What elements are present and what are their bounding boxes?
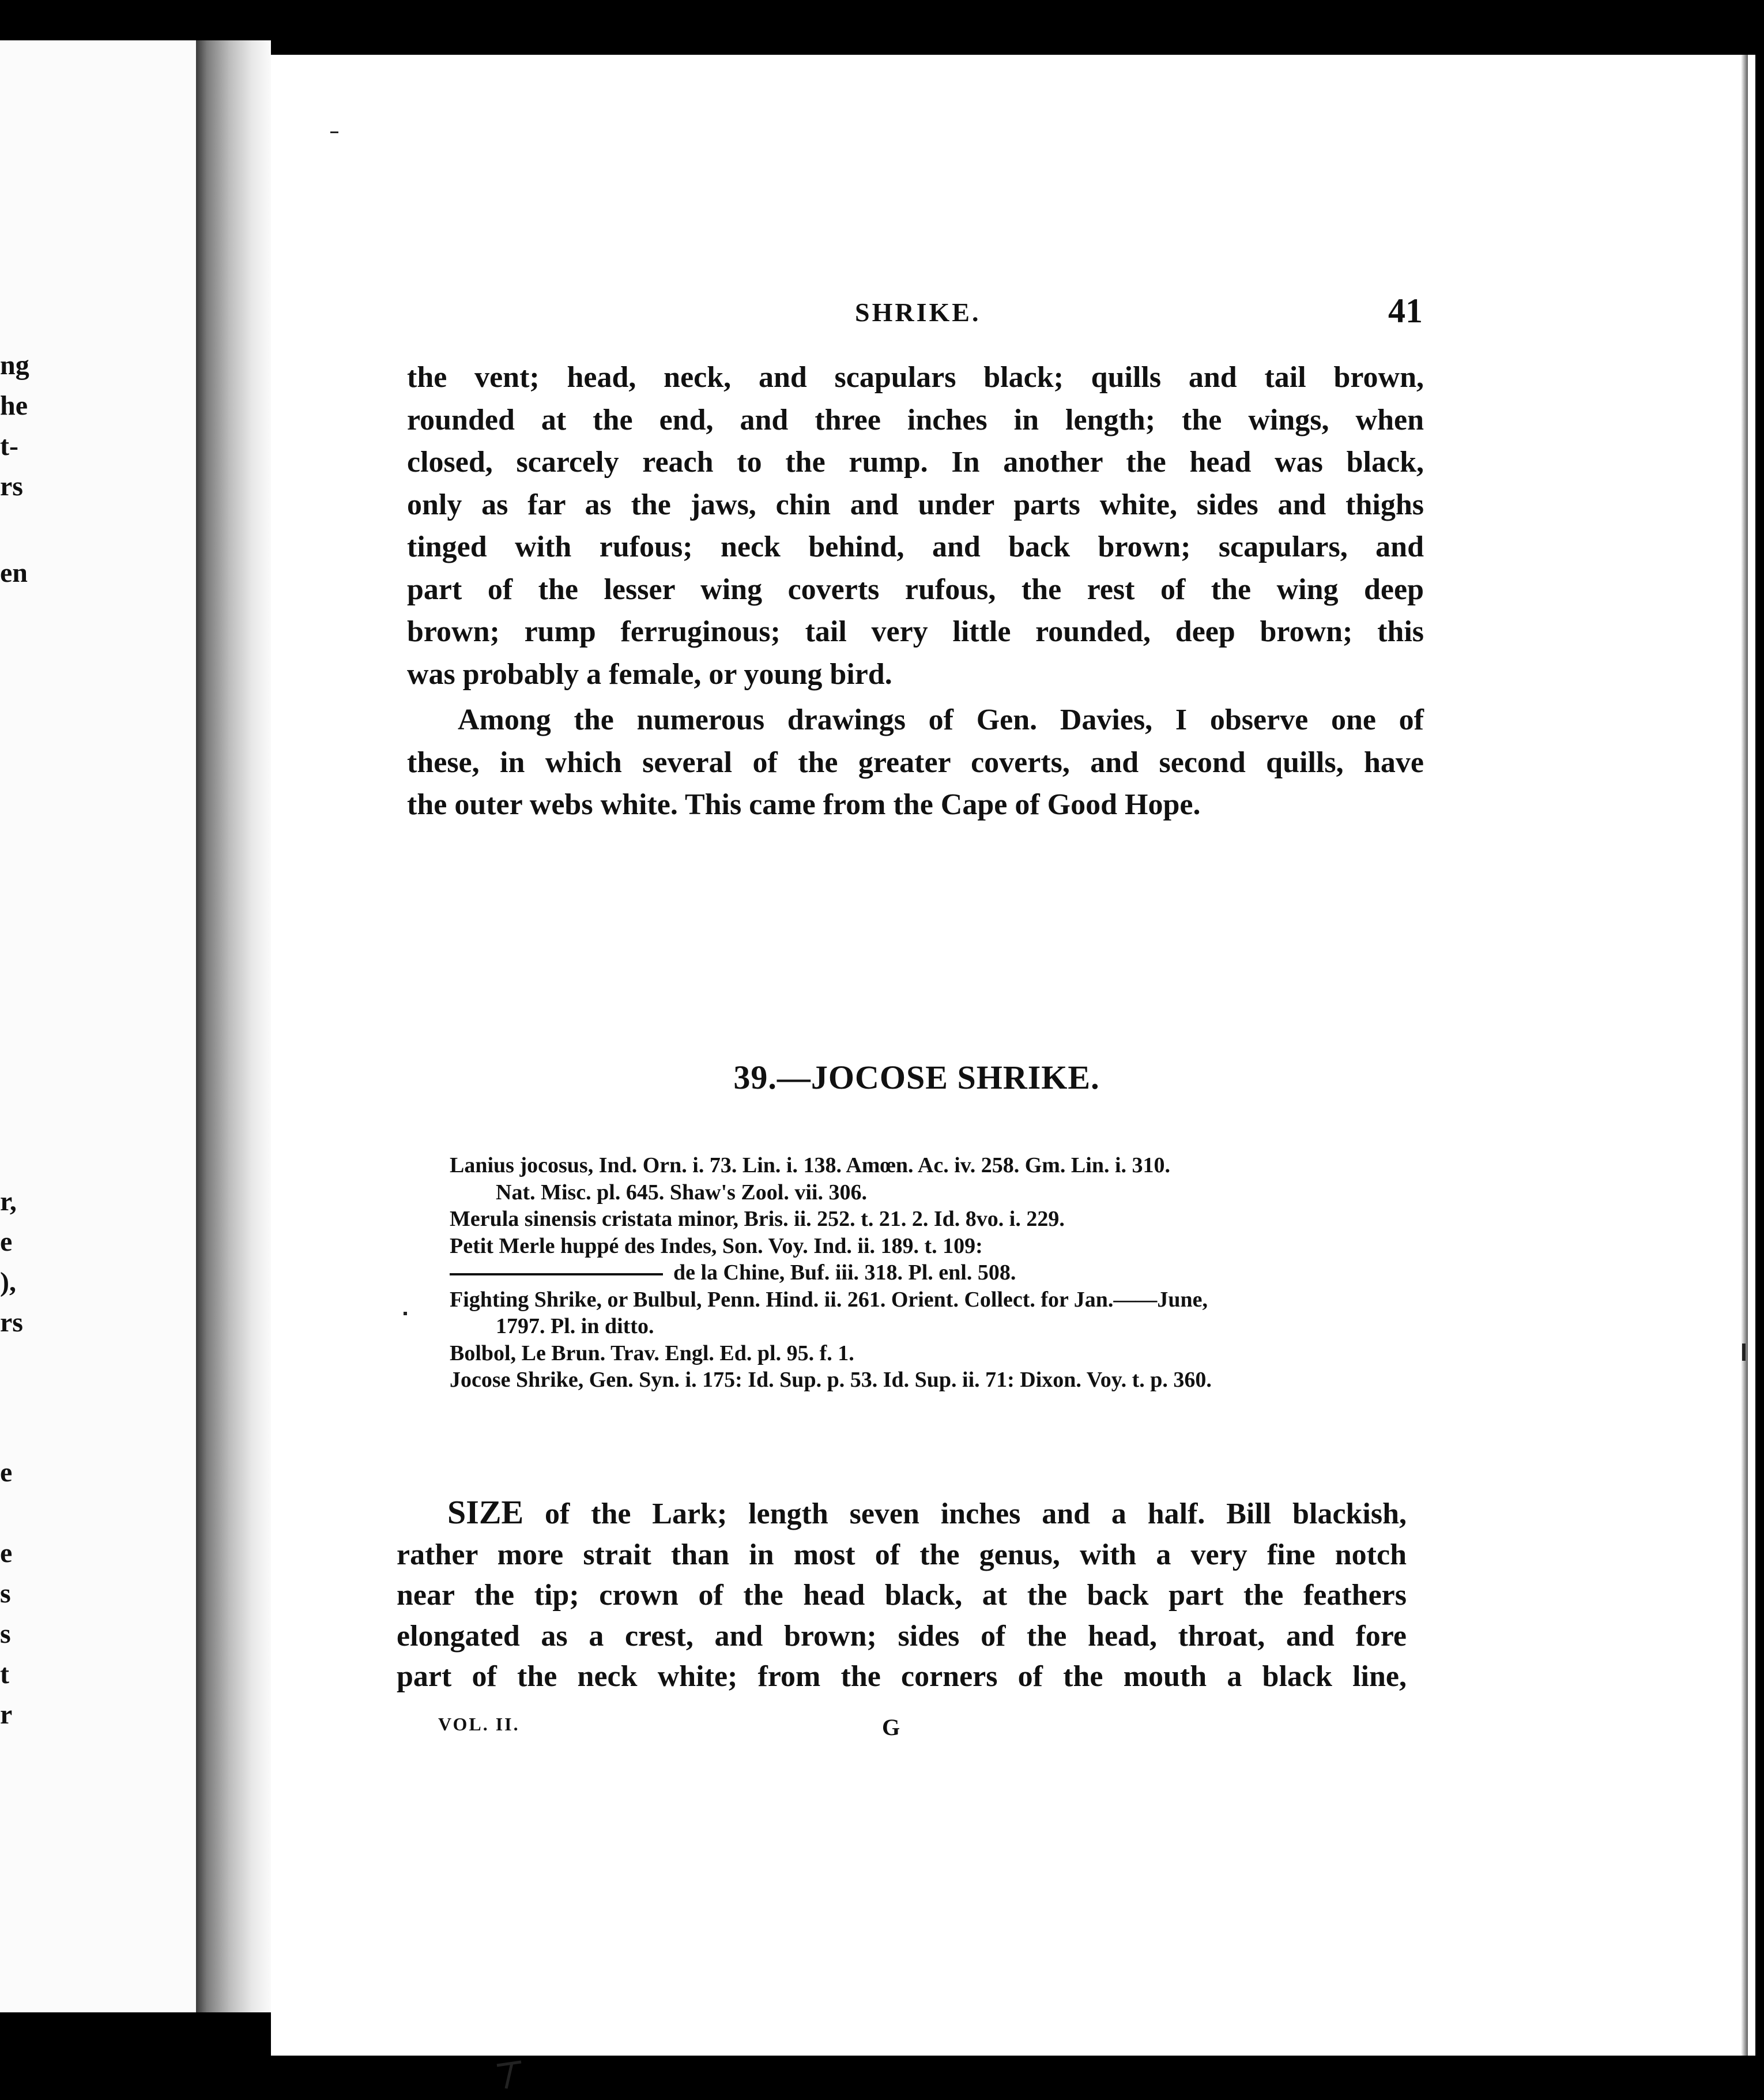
text-line-rest: of the Lark; length seven inches and a half. Bill blackish, <box>545 1497 1407 1530</box>
volume-mark: VOL. II. <box>438 1714 520 1734</box>
signature-letter: G <box>882 1714 900 1740</box>
left-fragment: t- <box>0 431 18 461</box>
synonym-continuation: 1797. Pl. in ditto. <box>496 1314 654 1338</box>
left-fragment: e <box>0 1457 13 1488</box>
description-paragraph <box>397 1492 1407 1698</box>
text-line: tinged with rufous; neck behind, and back brown; scapulars, and <box>407 530 1424 563</box>
left-fragment: rs <box>0 471 23 502</box>
text-line: near the tip; crown of the head black, at the back part the feathers <box>397 1579 1407 1612</box>
text-line: closed, scarcely reach to the rump. In another the head was black, <box>407 446 1424 479</box>
left-fragment: s <box>0 1619 11 1649</box>
text-line: part of the lesser wing coverts rufous, the rest of the wing deep <box>407 573 1424 606</box>
scan-speck <box>404 1312 407 1315</box>
text-line: elongated as a crest, and brown; sides of the head, throat, and fore <box>397 1619 1407 1653</box>
text-line: these, in which several of the greater coverts, and second quills, have <box>407 746 1424 779</box>
synonym-entry: Lanius jocosus, Ind. Orn. i. 73. Lin. i. 138. Amœn. Ac. iv. 258. Gm. Lin. i. 310. <box>450 1153 1171 1177</box>
synonymy-list <box>450 1152 1401 1394</box>
synonym-continuation: Nat. Misc. pl. 645. Shaw's Zool. vii. 306. <box>496 1180 867 1205</box>
text-line: the outer webs white. This came from the Cape of Good Hope. <box>407 788 1201 821</box>
synonym-entry: Petit Merle huppé des Indes, Son. Voy. Ind. ii. 189. t. 109: <box>450 1233 983 1258</box>
left-fragment: en <box>0 558 28 588</box>
left-fragment: e <box>0 1226 13 1257</box>
left-fragment: s <box>0 1578 11 1609</box>
text-line: Among the numerous drawings of Gen. Davies, I observe one of <box>458 703 1424 736</box>
lead-word: SIZE <box>447 1493 524 1531</box>
text-line: rather more strait than in most of the genus, with a very fine notch <box>397 1538 1407 1571</box>
page-number: 41 <box>1388 292 1423 330</box>
left-fragment: ), <box>0 1267 16 1297</box>
section-heading: 39.—JOCOSE SHRIKE. <box>733 1059 1100 1096</box>
text-line: brown; rump ferruginous; tail very little rounded, deep brown; this <box>407 615 1424 648</box>
continuation-paragraph <box>407 356 1424 695</box>
text-line <box>397 1492 1407 1535</box>
book-page <box>271 55 1755 2056</box>
left-fragment: e <box>0 1538 13 1568</box>
synonym-entry: Merula sinensis cristata minor, Bris. ii. 252. t. 21. 2. Id. 8vo. i. 229. <box>450 1207 1065 1231</box>
synonym-entry: Jocose Shrike, Gen. Syn. i. 175: Id. Sup. p. 53. Id. Sup. ii. 71: Dixon. Voy. t. p. 360. <box>450 1368 1212 1392</box>
left-fragment: rs <box>0 1307 23 1338</box>
synonym-entry: Fighting Shrike, or Bulbul, Penn. Hind. ii. 261. Orient. Collect. for Jan.——June, <box>450 1287 1208 1312</box>
scan-speck <box>330 131 338 133</box>
running-head: SHRIKE. <box>855 298 981 327</box>
page-edge-shadow <box>1741 55 1748 2056</box>
synonym-entry: Bolbol, Le Brun. Trav. Engl. Ed. pl. 95. f. 1. <box>450 1341 854 1365</box>
text-line: the vent; head, neck, and scapulars black; quills and tail brown, <box>407 361 1424 394</box>
left-fragment: he <box>0 390 28 421</box>
previous-page-edge <box>0 40 205 2012</box>
synonym-text: de la Chine, Buf. iii. 318. Pl. enl. 508. <box>673 1260 1016 1285</box>
stray-stroke <box>497 2062 521 2088</box>
text-line: part of the neck white; from the corners of the mouth a black line, <box>397 1660 1407 1693</box>
left-fragment: t <box>0 1659 9 1689</box>
text-line: was probably a female, or young bird. <box>407 657 892 691</box>
left-fragment: r, <box>0 1186 17 1217</box>
book-gutter-shadow <box>196 40 271 2012</box>
text-line: only as far as the jaws, chin and under parts white, sides and thighs <box>407 488 1424 521</box>
note-paragraph <box>407 699 1424 826</box>
left-fragment: r <box>0 1699 13 1730</box>
left-fragment: ng <box>0 350 29 381</box>
scan-speck <box>1742 1343 1746 1361</box>
stray-pen-mark <box>495 2057 529 2092</box>
text-line: rounded at the end, and three inches in length; the wings, when <box>407 403 1424 436</box>
ditto-rule <box>450 1273 663 1275</box>
synonym-entry <box>450 1259 1401 1286</box>
